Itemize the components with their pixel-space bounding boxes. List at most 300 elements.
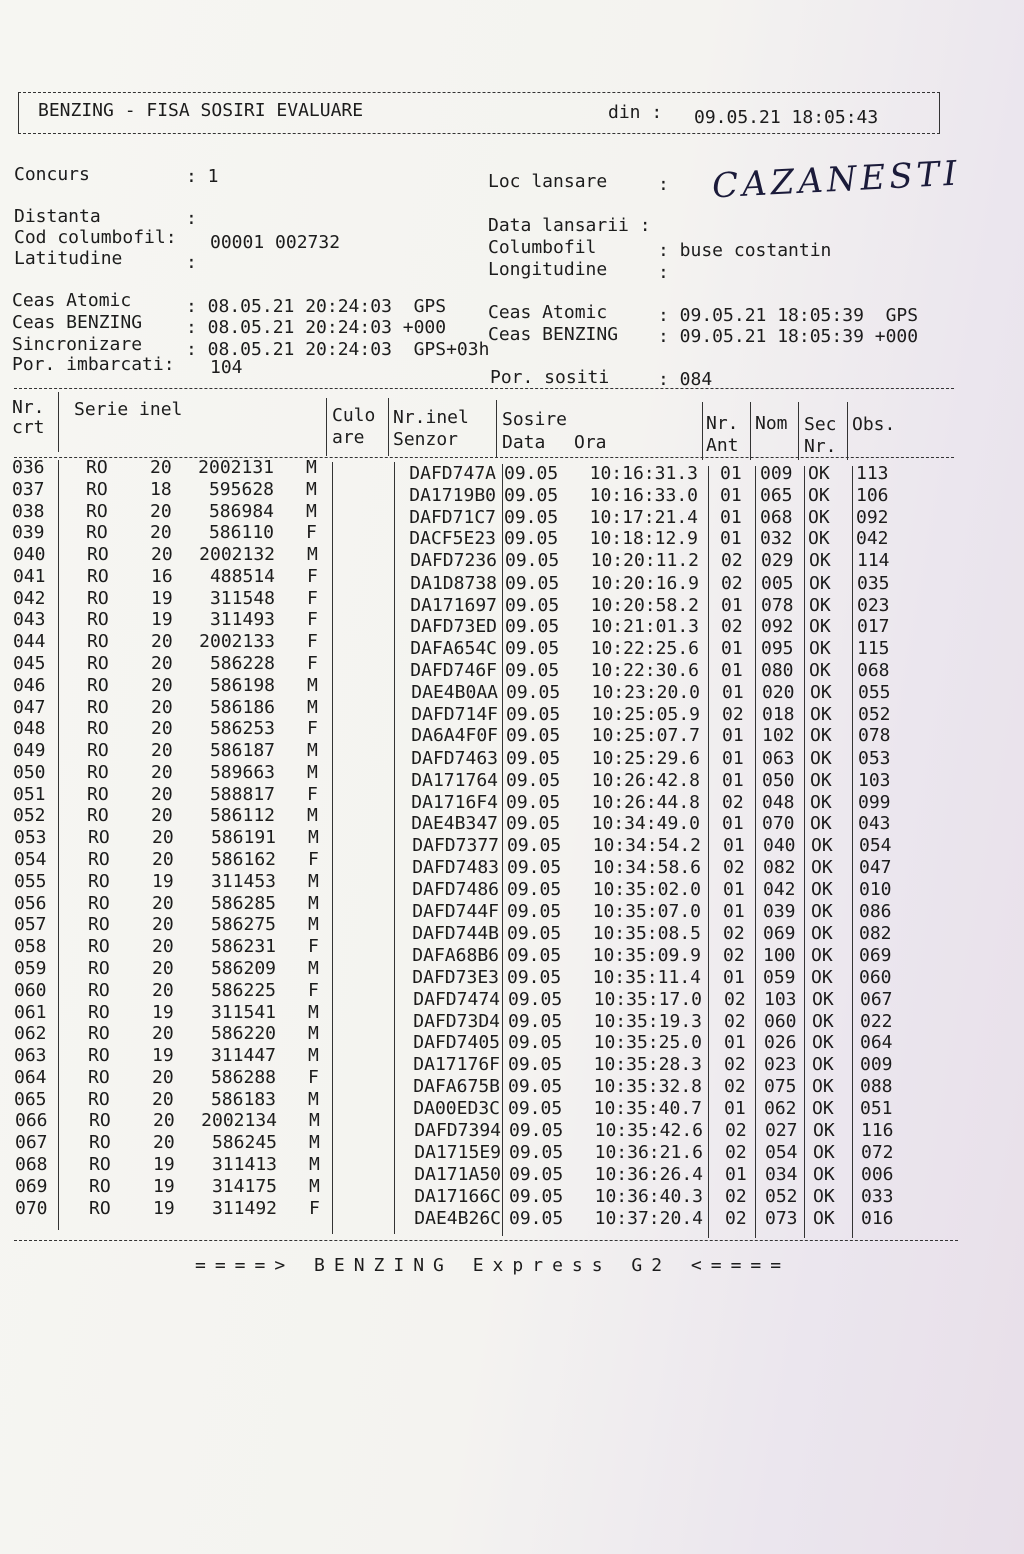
cell-nr-ant: 02 — [721, 550, 743, 572]
cell-obs: 114 — [857, 550, 890, 572]
cell-ring-number: 586183 — [210, 1088, 276, 1110]
cell-sex: F — [307, 783, 318, 805]
cell-date: 09.05 — [505, 572, 560, 594]
header-are: are — [332, 427, 365, 448]
cell-time: 10:35:42.6 — [594, 1120, 703, 1142]
cell-obs: 106 — [856, 484, 889, 506]
column-line — [798, 402, 799, 460]
cell-nom: 100 — [763, 945, 796, 967]
cell-nr-crt: 065 — [14, 1088, 47, 1110]
cell-nr-ant: 01 — [724, 1032, 746, 1054]
cell-nr-crt: 045 — [13, 653, 46, 675]
cell-country: RO — [88, 827, 110, 849]
cell-obs: 010 — [859, 878, 892, 900]
cell-date: 09.05 — [505, 550, 560, 572]
cell-time: 10:23:20.0 — [591, 681, 700, 703]
cell-country: RO — [89, 1132, 111, 1154]
cell-nr-crt: 038 — [12, 500, 45, 522]
table-row — [0, 849, 1024, 879]
cell-country: RO — [88, 870, 110, 892]
table-row — [0, 761, 1024, 791]
cell-nr-ant: 02 — [725, 1207, 747, 1229]
cell-sec: OK — [813, 1207, 835, 1229]
cell-date: 09.05 — [506, 813, 561, 835]
cell-time: 10:26:42.8 — [591, 769, 700, 791]
cell-sensor: DAFD73ED — [410, 616, 497, 638]
cell-nr-ant: 02 — [724, 1075, 746, 1097]
cell-nom: 039 — [763, 900, 796, 922]
cell-ring-number: 311492 — [211, 1197, 277, 1219]
cell-sec: OK — [810, 681, 832, 703]
cell-sec: OK — [809, 660, 831, 682]
table-row — [0, 587, 1024, 616]
column-line — [750, 402, 751, 460]
cell-sex: F — [308, 979, 319, 1001]
header-nom: Nom — [755, 413, 788, 434]
cell-date: 09.05 — [507, 857, 562, 879]
cell-sex: M — [306, 500, 317, 522]
cell-sensor: DACF5E23 — [409, 528, 496, 550]
table-row — [0, 1066, 1024, 1097]
cell-time: 10:34:58.6 — [592, 857, 701, 879]
cell-nom: 063 — [762, 748, 795, 770]
cell-sensor: DAFD747A — [409, 463, 496, 484]
cell-country: RO — [87, 718, 109, 740]
table-row — [0, 957, 1024, 988]
cell-time: 10:36:21.6 — [594, 1142, 703, 1164]
cell-obs: 115 — [857, 638, 890, 660]
cell-date: 09.05 — [505, 616, 560, 638]
cell-nr-ant: 02 — [725, 1120, 747, 1142]
cell-year: 19 — [153, 1153, 175, 1175]
cell-obs: 052 — [858, 703, 891, 725]
cell-ring-number: 586285 — [210, 892, 276, 914]
cell-sex: M — [306, 457, 317, 478]
cell-nr-crt: 062 — [14, 1023, 47, 1045]
cell-sensor: DAFD7394 — [414, 1120, 501, 1142]
header-nr-ant-2: Ant — [706, 435, 739, 456]
cell-time: 10:16:31.3 — [589, 463, 698, 484]
cell-nom: 068 — [760, 506, 793, 528]
cell-year: 20 — [152, 936, 174, 958]
cell-obs: 060 — [859, 966, 892, 988]
cell-year: 18 — [150, 478, 172, 500]
table-row — [0, 783, 1024, 813]
cell-sec: OK — [808, 463, 830, 484]
cell-nr-crt: 044 — [13, 631, 46, 653]
cell-nr-ant: 01 — [722, 681, 744, 703]
cell-year: 20 — [152, 957, 174, 979]
table-row — [0, 1001, 1024, 1032]
cell-nr-crt: 043 — [13, 609, 46, 631]
cell-year: 20 — [152, 1088, 174, 1110]
table-row — [0, 457, 1024, 484]
header-nr: Nr. — [12, 397, 45, 418]
cell-sec: OK — [810, 791, 832, 813]
cell-sex: M — [307, 544, 318, 566]
header-ora: Ora — [574, 432, 607, 453]
cell-sex: F — [307, 631, 318, 653]
cell-nr-ant: 01 — [722, 813, 744, 835]
table-row — [0, 500, 1024, 528]
cell-nr-ant: 01 — [720, 463, 742, 484]
cell-nr-crt: 042 — [13, 587, 46, 609]
cell-sec: OK — [813, 1120, 835, 1142]
cell-date: 09.05 — [506, 703, 561, 725]
cell-obs: 023 — [857, 594, 890, 616]
cell-nr-ant: 02 — [724, 1010, 746, 1032]
cell-ring-number: 314175 — [211, 1175, 277, 1197]
cell-nom: 059 — [763, 966, 796, 988]
cell-nr-ant: 01 — [722, 725, 744, 747]
din-value: 09.05.21 18:05:43 — [694, 107, 879, 128]
cell-time: 10:26:44.8 — [591, 791, 700, 813]
cell-nr-crt: 040 — [13, 544, 46, 566]
cell-sec: OK — [812, 1010, 834, 1032]
ceas-benzing-2-value: : 09.05.21 18:05:39 +000 — [658, 326, 919, 347]
cell-sensor: DAFD73E3 — [412, 966, 499, 988]
cell-nr-crt: 049 — [13, 740, 46, 762]
cell-ring-number: 586162 — [210, 849, 276, 871]
cell-nom: 103 — [764, 988, 797, 1010]
cell-sensor: DAFD7486 — [412, 878, 499, 900]
cell-nom: 029 — [761, 550, 794, 572]
cell-year: 20 — [151, 653, 173, 675]
cell-nr-ant: 02 — [723, 945, 745, 967]
cell-year: 19 — [151, 609, 173, 631]
cell-year: 20 — [151, 544, 173, 566]
cell-sensor: DA17166C — [414, 1185, 501, 1207]
loc-lansare-colon: : — [658, 174, 669, 195]
cell-nom: 062 — [764, 1097, 797, 1119]
table-row — [0, 870, 1024, 900]
cell-nom: 065 — [760, 484, 793, 506]
cell-nr-ant: 01 — [724, 1097, 746, 1119]
cell-sex: M — [307, 805, 318, 827]
cell-time: 10:17:21.4 — [589, 506, 698, 528]
cell-nr-crt: 052 — [13, 805, 46, 827]
cell-country: RO — [89, 1175, 111, 1197]
header-crt: crt — [12, 417, 45, 438]
cell-time: 10:35:08.5 — [592, 923, 701, 945]
cell-nr-crt: 056 — [14, 892, 47, 914]
cell-country: RO — [88, 1045, 110, 1067]
cell-ring-number: 586231 — [210, 936, 276, 958]
cell-sex: M — [307, 674, 318, 696]
table-row — [0, 1197, 1024, 1229]
cell-sex: M — [308, 914, 319, 936]
cell-time: 10:22:25.6 — [590, 638, 699, 660]
table-row — [0, 892, 1024, 922]
header-culo: Culo — [332, 405, 376, 426]
cell-time: 10:35:19.3 — [593, 1010, 702, 1032]
cell-time: 10:16:33.0 — [589, 484, 698, 506]
cell-obs: 017 — [857, 616, 890, 638]
header-senzor: Senzor — [393, 429, 459, 450]
cell-country: RO — [87, 653, 109, 675]
cell-year: 20 — [152, 892, 174, 914]
cell-ring-number: 586209 — [210, 957, 276, 979]
longitudine-label: Longitudine — [488, 259, 608, 280]
cell-nr-crt: 046 — [13, 674, 46, 696]
cell-obs: 103 — [858, 769, 891, 791]
cell-nom: 073 — [765, 1207, 798, 1229]
cell-ring-number: 586253 — [209, 718, 275, 740]
table-bottom-rule — [14, 1240, 958, 1241]
cell-sensor: DAFD71C7 — [409, 506, 496, 528]
cell-date: 09.05 — [505, 660, 560, 682]
cell-sensor: DAFD744F — [412, 900, 499, 922]
distanta-value: : — [186, 208, 197, 229]
cell-sec: OK — [811, 966, 833, 988]
cell-sensor: DAFD7405 — [413, 1032, 500, 1054]
cell-time: 10:36:40.3 — [594, 1185, 703, 1207]
cell-nr-ant: 01 — [721, 660, 743, 682]
cell-nom: 102 — [762, 725, 795, 747]
cell-ring-number: 586225 — [210, 979, 276, 1001]
cell-sex: M — [309, 1110, 320, 1132]
cell-nr-crt: 067 — [15, 1132, 48, 1154]
cell-time: 10:18:12.9 — [589, 528, 698, 550]
por-imbarcati-value: 104 — [210, 357, 243, 378]
cell-sex: M — [308, 1023, 319, 1045]
cell-obs: 042 — [856, 528, 889, 550]
cell-sensor: DAFD7483 — [412, 857, 499, 879]
latitudine-value: : — [186, 252, 197, 273]
cell-sensor: DAFA654C — [410, 638, 497, 660]
cell-sex: M — [307, 761, 318, 783]
cell-nr-ant: 01 — [722, 748, 744, 770]
cell-nom: 069 — [763, 923, 796, 945]
cell-sensor: DA00ED3C — [413, 1097, 500, 1119]
cell-nr-crt: 069 — [15, 1175, 48, 1197]
ceas-atomic-2-value: : 09.05.21 18:05:39 GPS — [658, 305, 919, 326]
cell-nom: 009 — [760, 463, 793, 484]
cell-ring-number: 586288 — [210, 1066, 276, 1088]
cell-sensor: DAFD744B — [412, 923, 499, 945]
cell-sensor: DAFD73D4 — [413, 1010, 500, 1032]
cell-sex: F — [306, 522, 317, 544]
cell-obs: 113 — [856, 463, 889, 484]
cell-country: RO — [88, 979, 110, 1001]
cell-nom: 048 — [762, 791, 795, 813]
table-row — [0, 522, 1024, 550]
cell-nr-crt: 066 — [15, 1110, 48, 1132]
cell-date: 09.05 — [506, 748, 561, 770]
cell-ring-number: 586228 — [209, 653, 275, 675]
cell-sex: F — [308, 936, 319, 958]
cell-nom: 078 — [761, 594, 794, 616]
cell-nr-ant: 01 — [721, 594, 743, 616]
column-line — [496, 400, 497, 458]
footer-banner: ====> BENZING Express G2 <==== — [195, 1255, 791, 1276]
cell-sec: OK — [810, 725, 832, 747]
cell-sensor: DAFD7474 — [413, 988, 500, 1010]
cell-sensor: DA171A50 — [414, 1163, 501, 1185]
cell-time: 10:35:28.3 — [593, 1054, 702, 1076]
cell-time: 10:35:40.7 — [593, 1097, 702, 1119]
cell-nr-ant: 02 — [724, 1054, 746, 1076]
cell-ring-number: 595628 — [208, 478, 274, 500]
cell-sensor: DAE4B26C — [414, 1207, 501, 1229]
cell-date: 09.05 — [507, 923, 562, 945]
cell-sec: OK — [811, 945, 833, 967]
cell-sex: M — [308, 1045, 319, 1067]
cell-nr-crt: 059 — [14, 957, 47, 979]
table-row — [0, 1110, 1024, 1142]
cell-sec: OK — [809, 594, 831, 616]
cell-country: RO — [88, 936, 110, 958]
cell-year: 20 — [152, 979, 174, 1001]
cell-year: 20 — [152, 914, 174, 936]
cell-country: RO — [89, 1197, 111, 1219]
header-data: Data — [502, 432, 546, 453]
cell-sec: OK — [813, 1142, 835, 1164]
cell-sex: M — [308, 957, 319, 979]
cell-ring-number: 311453 — [210, 870, 276, 892]
cell-ring-number: 2002134 — [201, 1110, 277, 1132]
cell-year: 20 — [152, 827, 174, 849]
cell-date: 09.05 — [507, 900, 562, 922]
cell-sensor: DA1715E9 — [414, 1142, 501, 1164]
column-line — [388, 398, 389, 456]
cell-sex: M — [308, 1001, 319, 1023]
cell-ring-number: 586984 — [208, 500, 274, 522]
cell-date: 09.05 — [505, 594, 560, 616]
cell-sec: OK — [811, 923, 833, 945]
cell-sensor: DAFD714F — [411, 703, 498, 725]
cell-year: 20 — [151, 740, 173, 762]
cell-obs: 054 — [859, 835, 892, 857]
table-row — [0, 827, 1024, 857]
cell-obs: 043 — [858, 813, 891, 835]
cell-year: 19 — [152, 1001, 174, 1023]
cell-sex: M — [306, 478, 317, 500]
table-row — [0, 718, 1024, 747]
cell-ring-number: 586112 — [209, 805, 275, 827]
din-label: din : — [608, 102, 663, 123]
cell-nr-crt: 061 — [14, 1001, 47, 1023]
cell-nr-ant: 01 — [725, 1163, 747, 1185]
cell-sensor: DAFD7236 — [410, 550, 497, 572]
cell-time: 10:35:02.0 — [592, 878, 701, 900]
cell-date: 09.05 — [504, 484, 559, 506]
data-lansarii-label: Data lansarii : — [488, 215, 651, 236]
cell-sec: OK — [810, 769, 832, 791]
cell-nom: 075 — [764, 1075, 797, 1097]
cell-time: 10:35:07.0 — [592, 900, 701, 922]
ceas-benzing-label: Ceas BENZING — [12, 312, 143, 333]
cell-time: 10:21:01.3 — [590, 616, 699, 638]
cell-date: 09.05 — [508, 1032, 563, 1054]
cell-nr-ant: 01 — [723, 835, 745, 857]
cell-date: 09.05 — [507, 966, 562, 988]
cell-date: 09.05 — [504, 463, 559, 484]
cell-nom: 052 — [765, 1185, 798, 1207]
cell-date: 09.05 — [506, 769, 561, 791]
cell-sec: OK — [812, 1097, 834, 1119]
cell-year: 19 — [152, 1045, 174, 1067]
table-row — [0, 478, 1024, 506]
cell-sex: M — [309, 1153, 320, 1175]
cell-ring-number: 311548 — [209, 587, 275, 609]
cell-nom: 054 — [765, 1142, 798, 1164]
cell-sec: OK — [809, 550, 831, 572]
header-obs: Obs. — [852, 414, 896, 435]
cell-time: 10:35:17.0 — [593, 988, 702, 1010]
cell-year: 19 — [153, 1175, 175, 1197]
longitudine-value: : — [658, 262, 669, 283]
cell-country: RO — [87, 565, 109, 587]
table-row — [0, 936, 1024, 967]
cell-obs: 099 — [858, 791, 891, 813]
cell-time: 10:37:20.4 — [594, 1207, 703, 1229]
cell-obs: 088 — [860, 1075, 893, 1097]
table-row — [0, 1175, 1024, 1207]
cell-year: 19 — [153, 1197, 175, 1219]
cell-nr-crt: 051 — [13, 783, 46, 805]
table-row — [0, 696, 1024, 725]
cell-date: 09.05 — [506, 681, 561, 703]
cell-nom: 032 — [760, 528, 793, 550]
loc-lansare-handwritten: CAZANESTI — [711, 153, 962, 207]
table-row — [0, 1045, 1024, 1076]
cell-sensor: DAFD7463 — [411, 748, 498, 770]
cell-nr-crt: 057 — [14, 914, 47, 936]
cell-date: 09.05 — [509, 1185, 564, 1207]
cell-nom: 034 — [765, 1163, 798, 1185]
cell-nr-crt: 041 — [13, 565, 46, 587]
cell-nr-crt: 058 — [14, 936, 47, 958]
cell-sec: OK — [810, 703, 832, 725]
cell-obs: 051 — [860, 1097, 893, 1119]
cell-country: RO — [88, 849, 110, 871]
cell-nr-crt: 064 — [14, 1066, 47, 1088]
cell-sex: M — [307, 696, 318, 718]
cell-year: 19 — [152, 870, 174, 892]
cell-year: 20 — [151, 718, 173, 740]
cell-obs: 006 — [861, 1163, 894, 1185]
cell-obs: 068 — [857, 660, 890, 682]
cell-nr-ant: 01 — [720, 484, 742, 506]
cell-nr-ant: 02 — [723, 857, 745, 879]
header-sec-nr: Nr. — [804, 436, 837, 457]
cell-nr-crt: 048 — [13, 718, 46, 740]
cell-sex: M — [309, 1132, 320, 1154]
cell-date: 09.05 — [507, 945, 562, 967]
cell-sensor: DA1716F4 — [411, 791, 498, 813]
cell-country: RO — [86, 478, 108, 500]
cell-time: 10:35:25.0 — [593, 1032, 702, 1054]
cell-country: RO — [87, 740, 109, 762]
cell-ring-number: 2002132 — [199, 544, 275, 566]
cell-ring-number: 586187 — [209, 740, 275, 762]
cell-country: RO — [88, 1066, 110, 1088]
cell-nr-crt: 068 — [15, 1153, 48, 1175]
cell-sec: OK — [808, 484, 830, 506]
cell-nr-crt: 063 — [14, 1045, 47, 1067]
cell-nom: 023 — [764, 1054, 797, 1076]
cell-date: 09.05 — [508, 1010, 563, 1032]
cell-nr-crt: 060 — [14, 979, 47, 1001]
cell-nr-ant: 02 — [723, 923, 745, 945]
cell-nr-ant: 02 — [725, 1142, 747, 1164]
cell-sec: OK — [808, 506, 830, 528]
table-row — [0, 653, 1024, 682]
cell-sensor: DA171764 — [411, 769, 498, 791]
cell-country: RO — [87, 674, 109, 696]
cell-year: 20 — [151, 674, 173, 696]
